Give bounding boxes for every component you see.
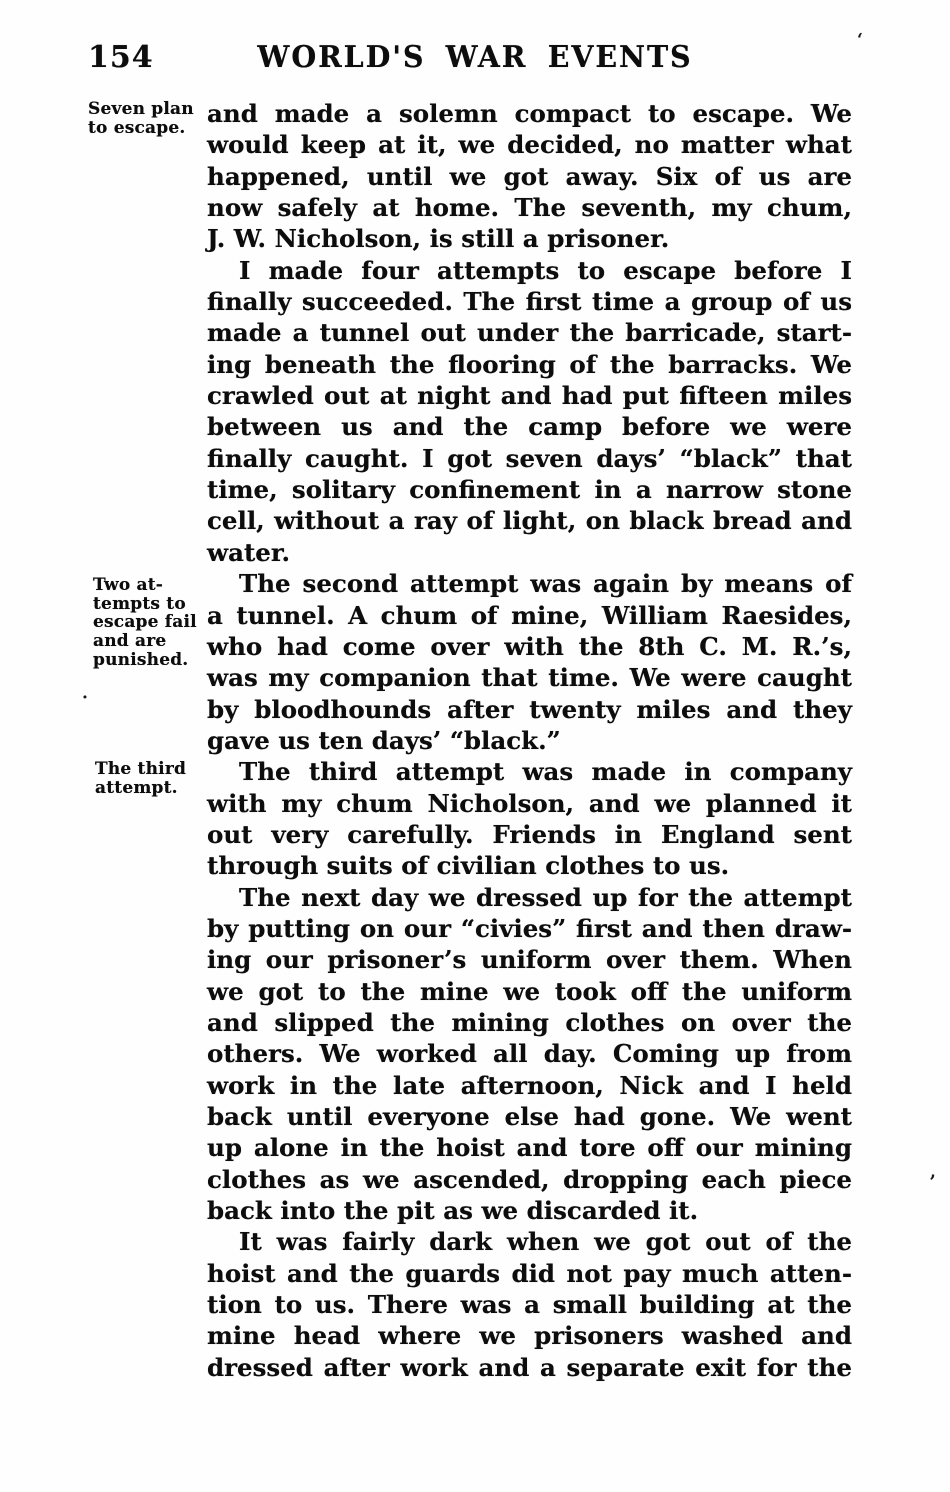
text-line: J. W. Nicholson, is still a prisoner.	[207, 224, 670, 254]
text-line: up alone in the hoist and tore off our mining	[207, 1133, 852, 1163]
text-line: clothes as we ascended, dropping each piece	[207, 1164, 852, 1194]
text-line: and made a solemn compact to escape. We	[207, 99, 852, 128]
paragraph	[207, 882, 852, 1227]
sidenote-line: Seven plan	[88, 99, 194, 119]
sidenote-line: and are	[93, 631, 167, 652]
text-line: water.	[207, 537, 291, 567]
text-line: out very carefully. Friends in England sent	[207, 819, 852, 849]
sidenote-line: The third	[95, 759, 187, 780]
sidenote	[93, 576, 211, 669]
text-line: we got to the mine we took off the uniform	[207, 976, 852, 1006]
text-line: happened, until we got away. Six of us are	[207, 161, 852, 191]
body-text	[207, 98, 852, 1383]
text-line: ing our prisoner’s uniform over them. When	[207, 945, 852, 975]
text-line: back into the pit as we discarded it.	[207, 1196, 699, 1226]
text-line: who had come over with the 8th C. M. R.’s,	[207, 631, 852, 661]
text-line: made a tunnel out under the barricade, start-	[207, 318, 852, 348]
sidenote	[88, 100, 206, 137]
text-line: with my chum Nicholson, and we planned it	[207, 788, 852, 818]
text-line: The third attempt was made in company	[239, 757, 852, 787]
text-line: was my companion that time. We were caught	[207, 663, 852, 693]
paragraph	[207, 756, 852, 881]
text-line: ing beneath the flooring of the barracks. We	[207, 349, 852, 379]
text-line: The second attempt was again by means of	[239, 569, 852, 599]
text-line: time, solitary confinement in a narrow stone	[207, 475, 852, 505]
text-line: would keep at it, we decided, no matter what	[207, 130, 852, 160]
text-line: The next day we dressed up for the attempt	[239, 882, 852, 912]
page-number: 154	[88, 40, 154, 75]
text-line: back until everyone else had gone. We went	[207, 1102, 852, 1131]
sidenote-line: punished.	[93, 649, 189, 670]
paragraph	[207, 568, 852, 756]
text-line: a tunnel. A chum of mine, William Raesides,	[207, 600, 852, 630]
text-line: dressed after work and a separate exit for the	[207, 1352, 852, 1382]
text-line: and slipped the mining clothes on over the	[207, 1007, 852, 1037]
text-line: finally succeeded. The first time a group of us	[207, 287, 852, 317]
text-line: by putting on our “civies” first and then draw-	[207, 913, 852, 943]
text-line: work in the late afternoon, Nick and I held	[207, 1070, 852, 1100]
text-line: between us and the camp before we were	[207, 412, 852, 442]
scan-speck: ‘	[857, 30, 863, 50]
scan-speck: ·	[82, 688, 88, 708]
text-line: others. We worked all day. Coming up from	[207, 1039, 852, 1069]
text-line: now safely at home. The seventh, my chum,	[207, 193, 852, 223]
text-line: hoist and the guards did not pay much atten-	[207, 1258, 852, 1288]
sidenote-line: attempt.	[95, 777, 178, 798]
text-line: tion to us. There was a small building at the	[207, 1290, 852, 1320]
paragraph	[207, 1226, 852, 1383]
running-head	[0, 40, 950, 80]
text-line: gave us ten days’ “black.”	[207, 725, 561, 755]
paragraph	[207, 255, 852, 568]
text-line: by bloodhounds after twenty miles and they	[207, 694, 852, 724]
text-line: finally caught. I got seven days’ “black” that	[207, 443, 852, 473]
scan-speck: ,	[930, 1162, 936, 1182]
sidenote-line: tempts to	[93, 593, 186, 614]
sidenote-line: Two at-	[93, 575, 163, 596]
paragraph	[207, 98, 852, 255]
sidenote-line: to escape.	[88, 117, 186, 138]
text-line: It was fairly dark when we got out of the	[239, 1227, 852, 1257]
sidenote	[95, 760, 213, 797]
text-line: crawled out at night and had put fifteen miles	[207, 381, 852, 411]
sidenote-line: escape fail	[93, 612, 197, 633]
text-line: through suits of civilian clothes to us.	[207, 851, 730, 881]
running-title: WORLD'S WAR EVENTS	[257, 40, 693, 75]
text-line: mine head where we prisoners washed and	[207, 1321, 852, 1351]
text-line: I made four attempts to escape before I	[239, 255, 852, 285]
text-line: cell, without a ray of light, on black bread and	[207, 506, 852, 536]
